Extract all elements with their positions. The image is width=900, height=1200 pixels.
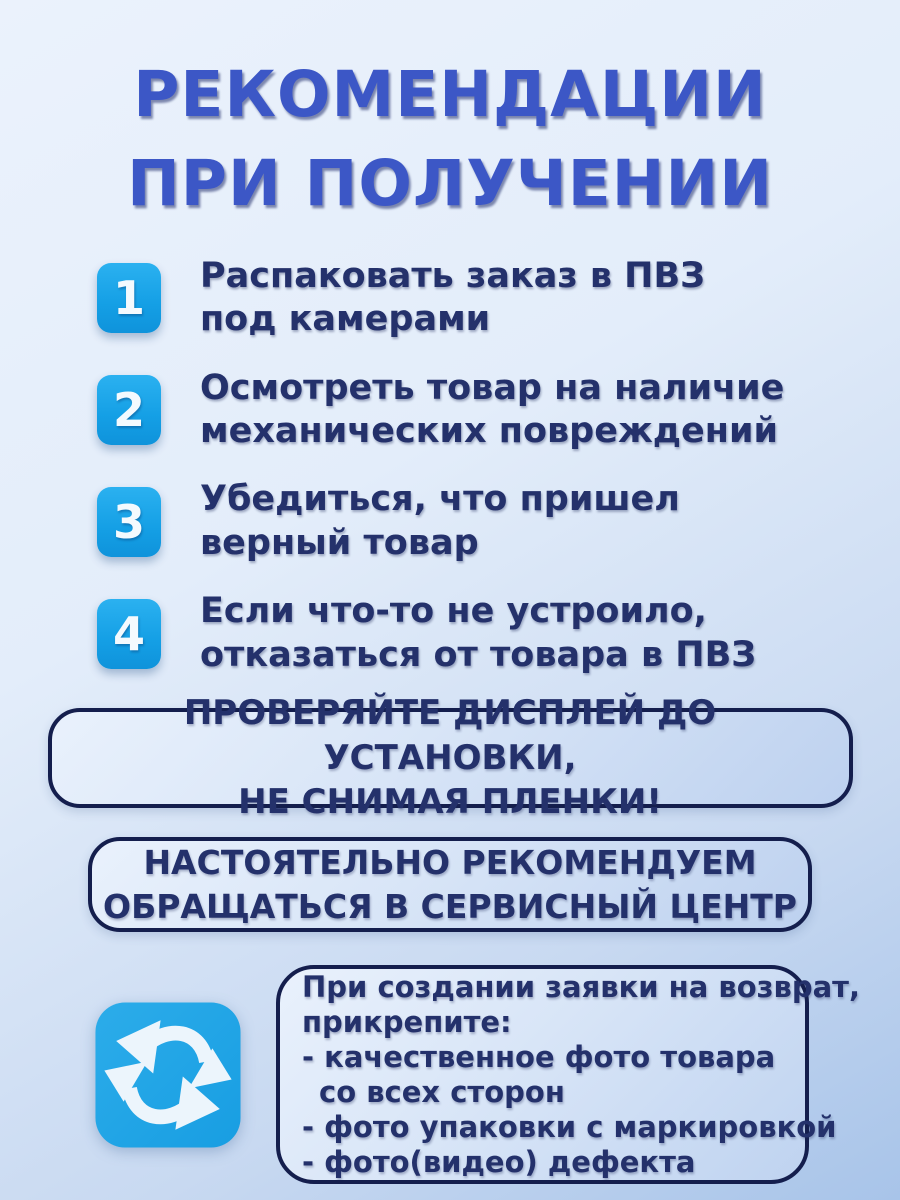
step-number-badge: 3: [97, 487, 161, 557]
notice-line: НЕ СНИМАЯ ПЛЕНКИ!: [238, 782, 662, 823]
step-text: [200, 590, 756, 677]
step-text: [200, 255, 705, 342]
notice-line: НАСТОЯТЕЛЬНО РЕКОМЕНДУЕМ: [143, 842, 757, 882]
notice-check-display: [48, 692, 853, 823]
return-line: прикрепите:: [302, 1004, 512, 1039]
step-item-2: [97, 367, 900, 454]
step-text-line: отказаться от товара в ПВЗ: [200, 634, 757, 675]
return-line: - качественное фото товара: [302, 1039, 776, 1074]
step-text-line: механических повреждений: [200, 411, 779, 452]
page-title-line2: ПРИ ПОЛУЧЕНИИ: [127, 147, 773, 221]
return-line: - фото(видео) дефекта: [302, 1144, 696, 1179]
step-text-line: под камерами: [200, 299, 491, 340]
step-text-line: Распаковать заказ в ПВЗ: [200, 255, 706, 296]
step-number-badge: 2: [97, 375, 161, 445]
return-line: со всех сторон: [319, 1074, 565, 1109]
return-section: [0, 965, 900, 1184]
exchange-arrows-icon: [89, 1001, 247, 1149]
step-text-line: Убедиться, что пришел: [200, 479, 680, 520]
step-text-line: Осмотреть товар на наличие: [200, 367, 785, 408]
return-line: При создании заявки на возврат,: [302, 969, 860, 1004]
step-item-4: [97, 590, 900, 677]
step-text: [200, 367, 784, 454]
page-title: [0, 50, 900, 229]
return-instructions-box: [276, 965, 860, 1184]
notice-line: ПРОВЕРЯЙТЕ ДИСПЛЕЙ ДО УСТАНОВКИ,: [183, 692, 717, 778]
step-text-line: Если что-то не устроило,: [200, 591, 707, 632]
step-number-badge: 1: [97, 263, 161, 333]
notice-service-center: [88, 837, 812, 932]
step-item-3: [97, 478, 900, 565]
step-item-1: [97, 255, 900, 342]
step-number-badge: 4: [97, 599, 161, 669]
notice-line: ОБРАЩАТЬСЯ В СЕРВИСНЫЙ ЦЕНТР: [103, 886, 797, 926]
step-text: [200, 478, 680, 565]
page-title-line1: РЕКОМЕНДАЦИИ: [133, 58, 767, 131]
step-text-line: верный товар: [200, 522, 479, 563]
steps-list: [0, 255, 900, 677]
return-line: - фото упаковки с маркировкой: [302, 1109, 837, 1144]
